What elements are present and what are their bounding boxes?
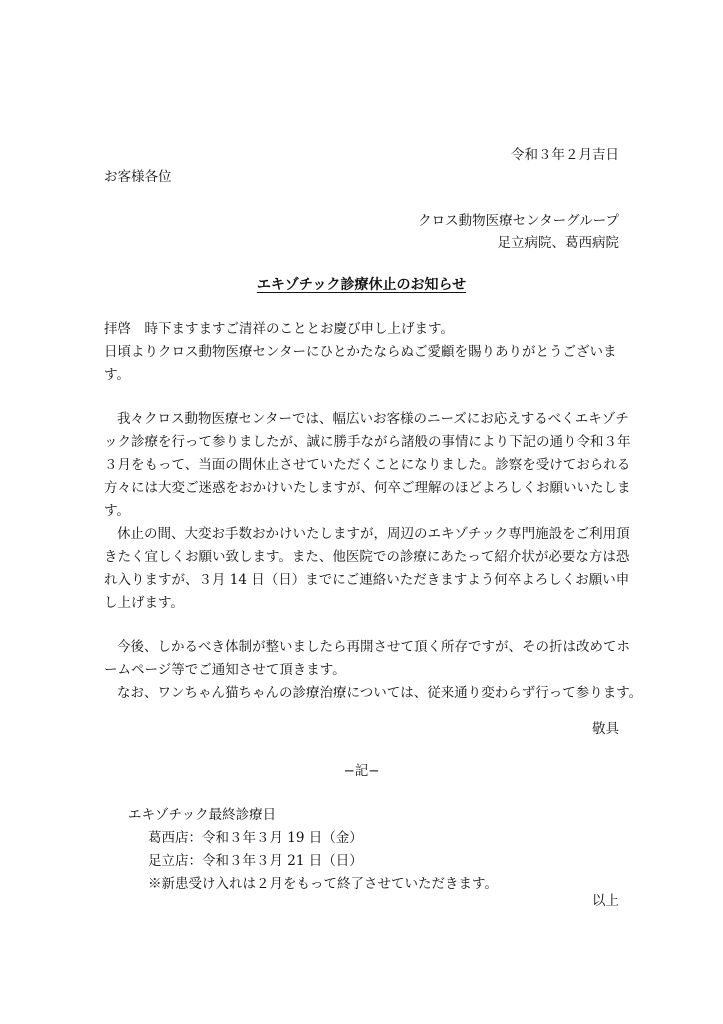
paragraph-2-line-3: れ入りますが、３月 14 日（日）までにご連絡いただきますよう何卒よろしくお願い申 xyxy=(104,572,630,588)
addressee: お客様各位 xyxy=(104,169,172,185)
paragraph-2-line-1: 休止の間、大変お手数おかけいたしますが，周辺のエキゾチック専門施設をご利用頂 xyxy=(117,526,630,542)
paragraph-1-line-2: ック診療を行って参りましたが、誠に勝手ながら諸般の事情により下記の通り令和３年 xyxy=(104,434,631,450)
closing-keigu: 敬具 xyxy=(592,721,619,737)
ki-heading: −記− xyxy=(343,763,380,779)
paragraph-3-line-1: 今後、しかるべき体制が整いましたら再開させて頂く所存ですが、その折は改めてホ xyxy=(117,639,630,655)
paragraph-4: なお、ワンちゃん猫ちゃんの診療治療については、従来通り変わらず行って参ります。 xyxy=(117,685,643,701)
paragraph-1-line-4: 方々には大変ご迷惑をおかけいたしますが、何卒ご理解のほどよろしくお願いいたしま xyxy=(104,480,631,496)
kasai-last-day: 葛西店：令和３年３月 19 日（金） xyxy=(148,830,363,846)
paragraph-2-line-2: きたく宜しくお願い致します。また、他医院での診療にあたって紹介状が必要な方は恐 xyxy=(104,549,630,565)
sender-group: クロス動物医療センターグループ xyxy=(418,213,619,229)
new-patient-note: ※新患受け入れは２月をもって終了させていただきます。 xyxy=(148,876,498,892)
closing-ijou: 以上 xyxy=(592,893,619,909)
document-date: 令和３年２月吉日 xyxy=(511,147,619,163)
paragraph-1-line-3: ３月をもって、当面の間休止させていただくことになりました。診察を受けておられる xyxy=(104,457,631,473)
notice-title: エキゾチック診療休止のお知らせ xyxy=(256,277,467,293)
paragraph-3-line-2: ームページ等でご通知させて頂きます。 xyxy=(104,662,346,678)
adachi-last-day: 足立店：令和３年３月 21 日（日） xyxy=(148,853,363,869)
sender-hospitals: 足立病院、葛西病院 xyxy=(497,235,619,251)
greeting-thanks-line-end: す。 xyxy=(104,367,130,383)
last-day-heading: エキゾチック最終診療日 xyxy=(128,807,277,823)
paragraph-2-line-4: し上げます。 xyxy=(104,595,184,611)
paragraph-1-line-1: 我々クロス動物医療センターでは、幅広いお客様のニーズにお応えするべくエキゾチ xyxy=(117,411,629,427)
greeting-thanks-line: 日頃よりクロス動物医療センターにひとかたならぬご愛顧を賜りありがとうございま xyxy=(104,344,617,360)
paragraph-1-line-5: す。 xyxy=(104,503,130,519)
greeting-line: 拝啓 時下ますますご清祥のこととお慶び申し上げます。 xyxy=(104,321,454,337)
